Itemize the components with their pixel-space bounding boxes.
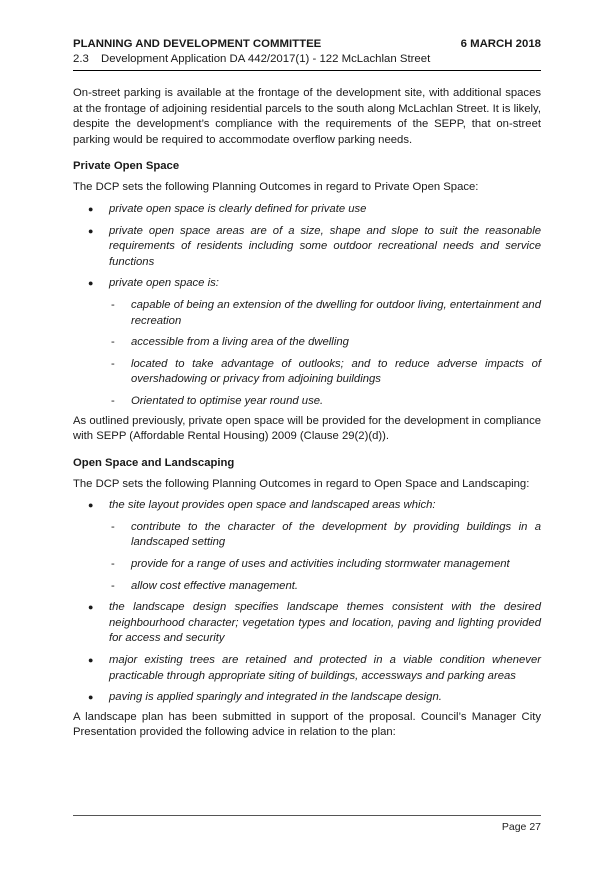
list-item: ● private open space is clearly defined for private use bbox=[73, 202, 541, 218]
page-number: Page 27 bbox=[501, 821, 541, 833]
meeting-date: 6 MARCH 2018 bbox=[460, 38, 541, 50]
list-item: - contribute to the character of the development by providing buildings in a landscaped setting bbox=[111, 520, 541, 549]
private-open-space-paragraph: As outlined previously, private open space will be provided for the development in compliance with SEPP (Affordable Rental Housing) 2009 (Clause 29(2)(d)). bbox=[73, 414, 541, 443]
list-item: - accessible from a living area of the dwelling bbox=[73, 335, 541, 351]
dash-marker: - bbox=[111, 298, 115, 311]
bullet-icon: ● bbox=[88, 225, 94, 236]
list-item: - allow cost effective management. bbox=[73, 579, 541, 595]
bullet-icon: ● bbox=[88, 203, 94, 214]
document-page bbox=[73, 37, 541, 741]
parking-paragraph: On-street parking is available at the frontage of the development site, with additional spaces at the frontage of adjoining residential parcels to the south along McLachlan Street. It is likely, despite the development’s compliance with the requirements of the SEPP, that on-street parking would be required to accommodate overflow parking needs. bbox=[73, 87, 541, 146]
bullet-icon: ● bbox=[88, 692, 94, 703]
bullet-icon: ● bbox=[88, 602, 94, 613]
list-item: ● private open space is: bbox=[73, 276, 541, 292]
dash-marker: - bbox=[111, 520, 115, 533]
dash-marker: - bbox=[111, 558, 115, 571]
bullet-icon: ● bbox=[88, 655, 94, 666]
open-space-landscaping-intro: The DCP sets the following Planning Outcomes in regard to Open Space and Landscaping: bbox=[73, 477, 530, 490]
list-item: ● major existing trees are retained and protected in a viable condition whenever practicable through appropriate siting of buildings, accessways and parking areas bbox=[88, 654, 541, 682]
list-item: ● private open space areas are of a size, shape and slope to suit the reasonable requirements of residents including some outdoor recreational needs and service functions bbox=[88, 224, 541, 268]
dash-marker: - bbox=[111, 357, 115, 370]
dash-marker: - bbox=[111, 394, 115, 407]
private-open-space-intro: The DCP sets the following Planning Outcomes in regard to Private Open Space: bbox=[73, 181, 479, 194]
list-item: ● paving is applied sparingly and integrated in the landscape design. bbox=[73, 690, 541, 706]
dash-marker: - bbox=[111, 579, 115, 592]
list-item: ● the landscape design specifies landscape themes consistent with the desired neighbourhood character; vegetation types and location, paving and lighting provided for access and security bbox=[88, 601, 541, 645]
item-title: Development Application DA 442/2017(1) - 122 McLachlan Street bbox=[101, 53, 431, 65]
list-item: - Orientated to optimise year round use. bbox=[73, 394, 541, 410]
bullet-icon: ● bbox=[88, 278, 94, 289]
dash-marker: - bbox=[111, 336, 115, 349]
open-space-landscaping-heading: Open Space and Landscaping bbox=[73, 456, 235, 469]
footer-divider bbox=[73, 815, 541, 816]
item-header bbox=[73, 52, 541, 67]
running-header bbox=[73, 37, 541, 51]
item-number: 2.3 bbox=[73, 53, 89, 65]
list-item: - capable of being an extension of the dwelling for outdoor living, entertainment and recreation bbox=[111, 298, 541, 327]
open-space-landscaping-list bbox=[73, 498, 541, 706]
list-item: ● the site layout provides open space and landscaped areas which: bbox=[73, 498, 541, 514]
bullet-icon: ● bbox=[88, 500, 94, 511]
committee-title: PLANNING AND DEVELOPMENT COMMITTEE bbox=[73, 38, 322, 50]
landscape-plan-paragraph: A landscape plan has been submitted in support of the proposal. Council’s Manager City Presentation provided the following advice in relation to the plan: bbox=[73, 710, 541, 739]
list-item: - provide for a range of uses and activities including stormwater management bbox=[73, 557, 541, 573]
list-item: - located to take advantage of outlooks; and to reduce adverse impacts of overshadowing or privacy from adjoining buildings bbox=[111, 357, 541, 386]
private-open-space-heading: Private Open Space bbox=[73, 160, 180, 173]
private-open-space-list bbox=[73, 202, 541, 410]
